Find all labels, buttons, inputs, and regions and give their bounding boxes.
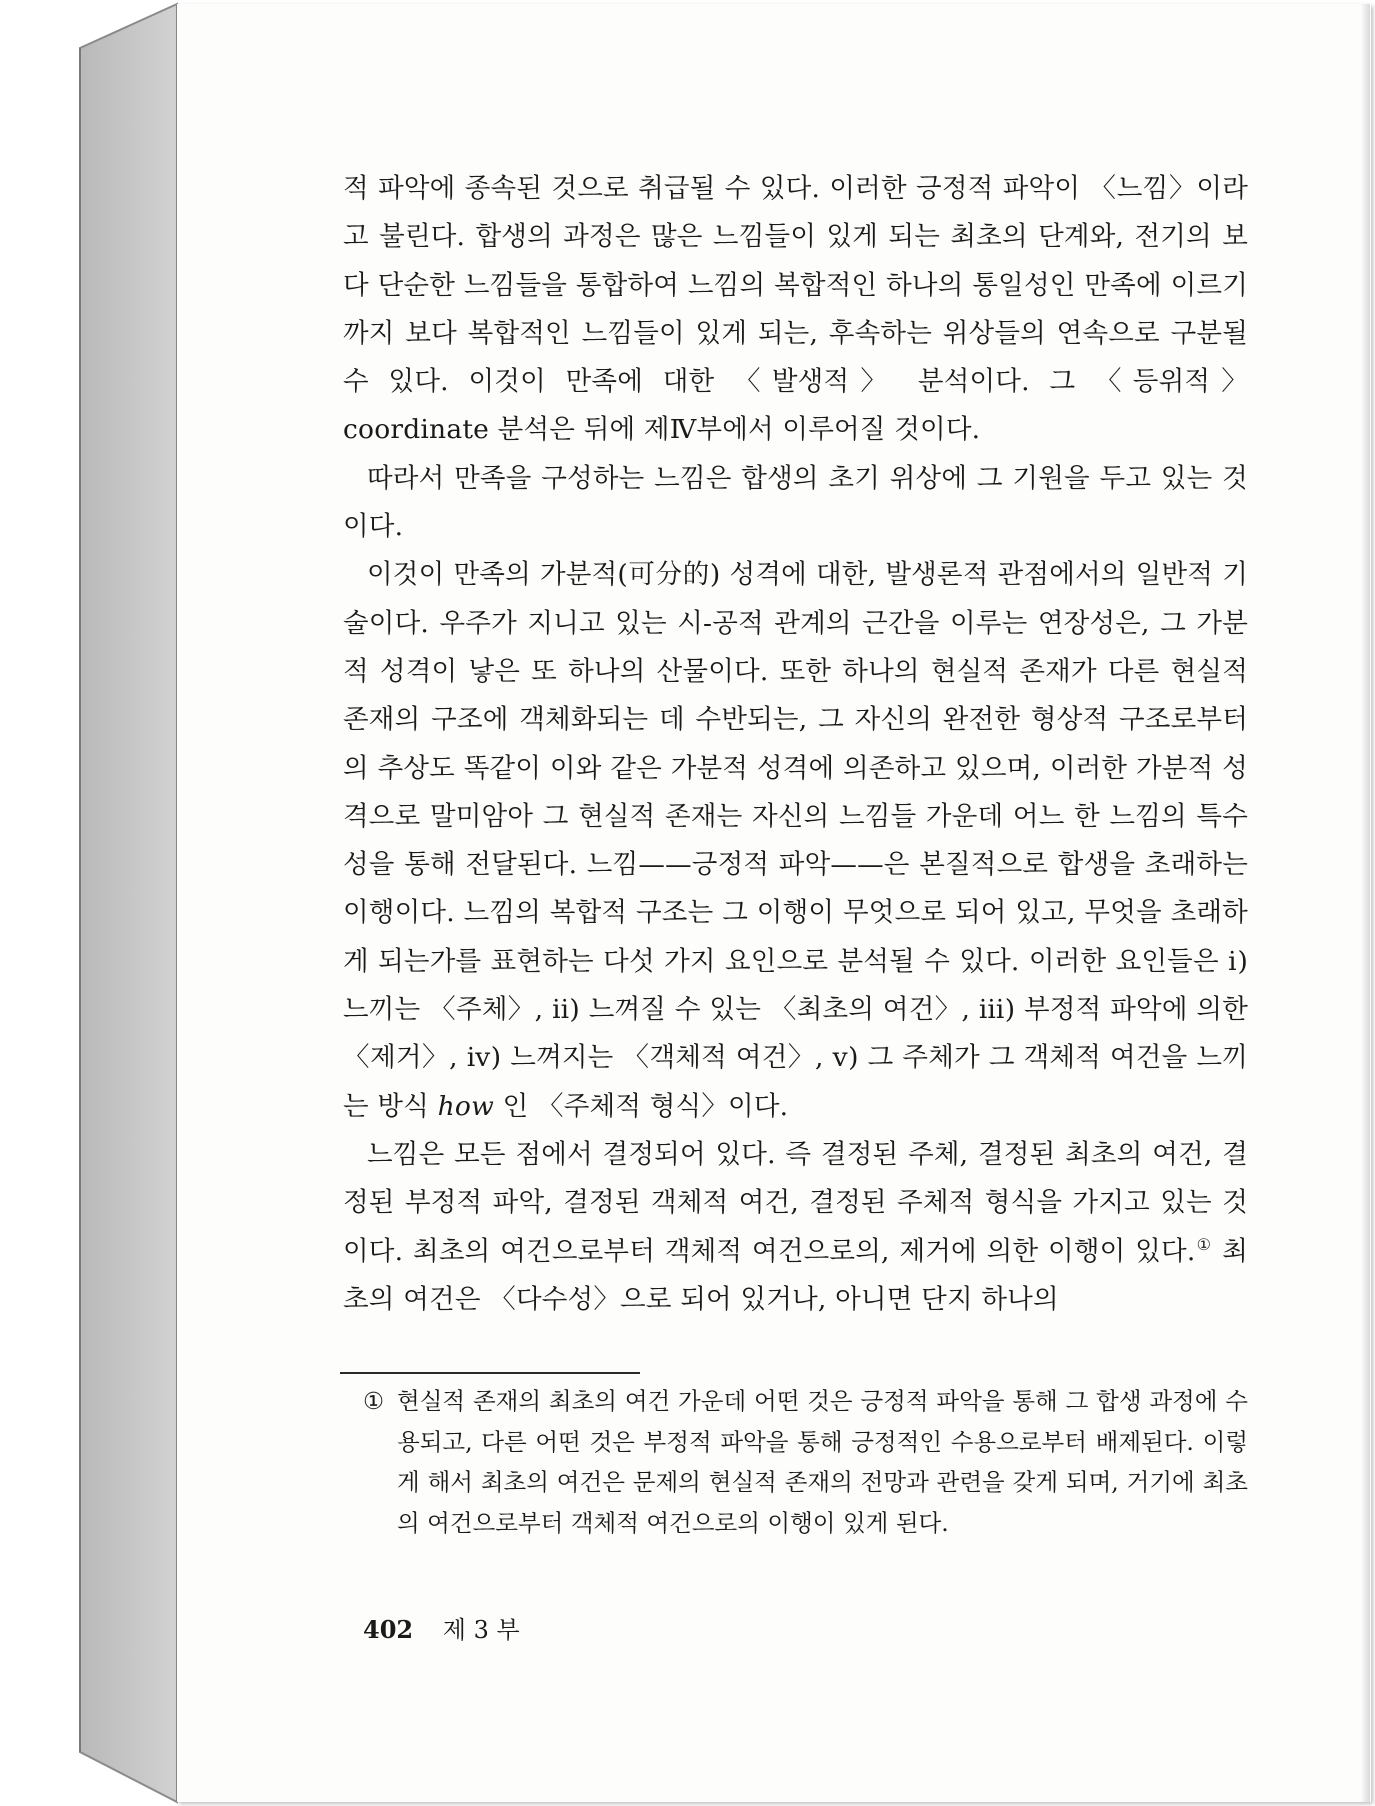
paragraph-text-continued: 인 〈주체적 형식〉이다. [493,1090,789,1122]
footnote-marker: ① [363,1387,385,1415]
footnote-separator [340,1372,640,1374]
footnote [363,1381,1248,1543]
running-footer [363,1610,520,1645]
paragraph-text: 이것이 만족의 가분적(可分的) 성격에 대한, 발생론적 관점에서의 일반적 기술이다. 우주가 지니고 있는 시-공적 관계의 근간을 이루는 연장성은, 그 가분적 성격이 낳은 또 하나의 산물이다. 또한 하나의 현실적 존재가 다른 현실적 존재의 구조에 객체화되는 데 수반되는, 그 자신의 완전한 형상적 구조로부터의 추상도 똑같이 이와 같은 가분적 성격에 의존하고 있으며, 이러한 가분적 성격으로 말미암아 그 현실적 존재는 자신의 느낌들 가운데 어느 한 느낌의 특수성을 통해 전달된다. 느낌——긍정적 파악——은 본질적으로 합생을 초래하는 이행이다. 느낌의 복합적 구조는 그 이행이 무엇으로 되어 있고, 무엇을 초래하게 되는가를 표현하는 다섯 가지 요인으로 분석될 수 있다. 이러한 요인들은 ⅰ) 느끼는 〈주체〉, ⅱ) 느껴질 수 있는 〈최초의 여건〉, ⅲ) 부정적 파악에 의한 〈제거〉, ⅳ) 느껴지는 〈객체적 여건〉, ⅴ) 그 주체가 그 객체적 여건을 느끼는 방식 [343,559,1248,1122]
part-label: 제 3 부 [442,1616,520,1644]
paragraph: 적 파악에 종속된 것으로 취급될 수 있다. 이러한 긍정적 파악이 〈느낌〉이라고 불린다. 합생의 과정은 많은 느낌들이 있게 되는 최초의 단계와, 전기의 보다 단순한 느낌들을 통합하여 느낌의 복합적인 하나의 통일성인 만족에 이르기까지 보다 복합적인 느낌들이 있게 되는, 후속하는 위상들의 연속으로 구분될 수 있다. 이것이 만족에 대한 〈발생적〉 분석이다. 그 〈등위적〉 coordinate 분석은 뒤에 제Ⅳ부에서 이루어질 것이다. [343,173,1248,446]
footnote-reference[interactable]: ① [1195,1234,1213,1254]
paragraph-text-continued: 최초의 여건은 〈다수성〉으로 되어 있거나, 아니면 단지 하나의 [343,1235,1248,1315]
page-number: 402 [363,1615,414,1644]
paragraph [343,551,1248,1131]
paragraph-text: 느낌은 모든 점에서 결정되어 있다. 즉 결정된 주체, 결정된 최초의 여건, 결정된 부정적 파악, 결정된 객체적 여건, 결정된 주체적 형식을 가지고 있는 것이다. 최초의 여건으로부터 객체적 여건으로의, 제거에 의한 이행이 있다. [343,1138,1248,1267]
emphasis-term: how [437,1090,494,1122]
main-text [343,165,1248,1324]
paragraph: 따라서 만족을 구성하는 느낌은 합생의 초기 위상에 그 기원을 두고 있는 것이다. [343,462,1248,543]
footnote-text: 현실적 존재의 최초의 여건 가운데 어떤 것은 긍정적 파악을 통해 그 합생 과정에 수용되고, 다른 어떤 것은 부정적 파악을 통해 긍정적인 수용으로부터 배제된다. 이렇게 해서 최초의 여건은 문제의 현실적 존재의 전망과 관련을 갖게 되며, 거기에 최초의 여건으로부터 객체적 여건으로의 이행이 있게 된다. [397,1387,1248,1537]
page-edge-shadow [1360,4,1370,1802]
paragraph [343,1131,1248,1324]
